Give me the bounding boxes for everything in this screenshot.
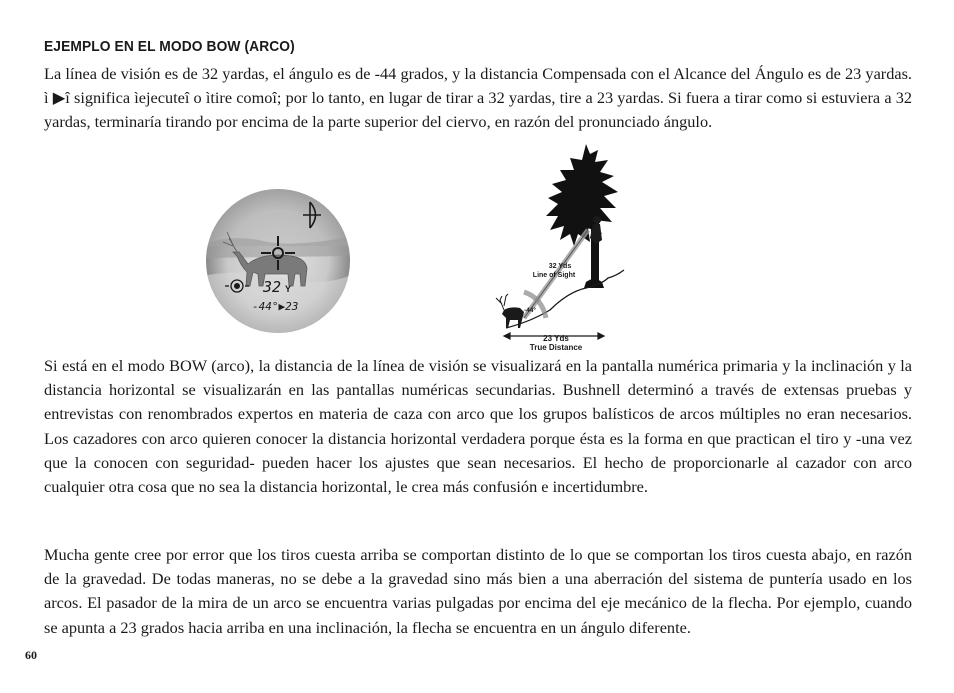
angle-label: -44° xyxy=(524,307,536,314)
primary-distance-readout: 32 xyxy=(263,278,282,296)
los-caption: Line of Sight xyxy=(532,272,576,279)
line-of-sight-diagram xyxy=(490,142,625,354)
rangefinder-view-illustration xyxy=(203,186,353,336)
true-distance-label: 23 Yds xyxy=(543,334,569,343)
true-distance-caption: True Distance xyxy=(529,343,583,352)
los-distance-label: 32 Yds xyxy=(548,263,572,270)
secondary-angle-distance-readout: -44°▶23 xyxy=(252,300,299,313)
page-number: 60 xyxy=(25,648,37,662)
paragraph-intro: La línea de visión es de 32 yardas, el ángulo es de -44 grados, y la distancia Compensada con el Alcance del Ángulo es de 23 yardas. ì ▶î significa ìejecuteî o ìtire comoî; por lo tanto, en lugar de tirar a 32 yardas, tire a 23 yardas. Si fuera a tirar como si estuviera a 32 yardas, terminaría tirando por encima de la parte superior del ciervo, en razón del pronunciado ángulo. xyxy=(44,64,912,132)
paragraph-bow-mode: Si está en el modo BOW (arco), la distancia de la línea de visión se visualizará en la pantalla numérica primaria y la inclinación y la distancia horizontal se visualizarán en las pantallas numéricas secundarias. Bushnell determinó a través de extensas pruebas y entrevistas con renombrados expertos en materia de caza con arco que los grupos balísticos de arcos múltiples no eran necesarios. Los cazadores con arco quieren conocer la distancia horizontal verdadera porque ésta es la forma en que practican el tiro y -una vez que la conocen con seguridad- pueden hacer los ajustes que sean necesarios. El hecho de proporcionarle al cazador con arco cualquier otra cosa que no sea la distancia horizontal, le crea más confusión e incertidumbre. xyxy=(44,356,912,497)
section-heading: EJEMPLO EN EL MODO BOW (ARCO) xyxy=(44,38,295,55)
paragraph-gravity: Mucha gente cree por error que los tiros cuesta arriba se comportan distinto de lo que se comportan los tiros cuesta abajo, en razón de la gravedad. De todas maneras, no se debe a la gravedad sino más bien a una aberración del sistema de puntería usado en los arcos. El pasador de la mira de un arco se encuentra varias pulgadas por encima del eje mecánico de la flecha. Por ejemplo, cuando se apunta a 23 grados hacia arriba en una inclinación, la flecha se encuentra en un ángulo diferente. xyxy=(44,545,912,637)
deer-icon xyxy=(496,294,524,328)
primary-unit: Y xyxy=(285,284,292,294)
